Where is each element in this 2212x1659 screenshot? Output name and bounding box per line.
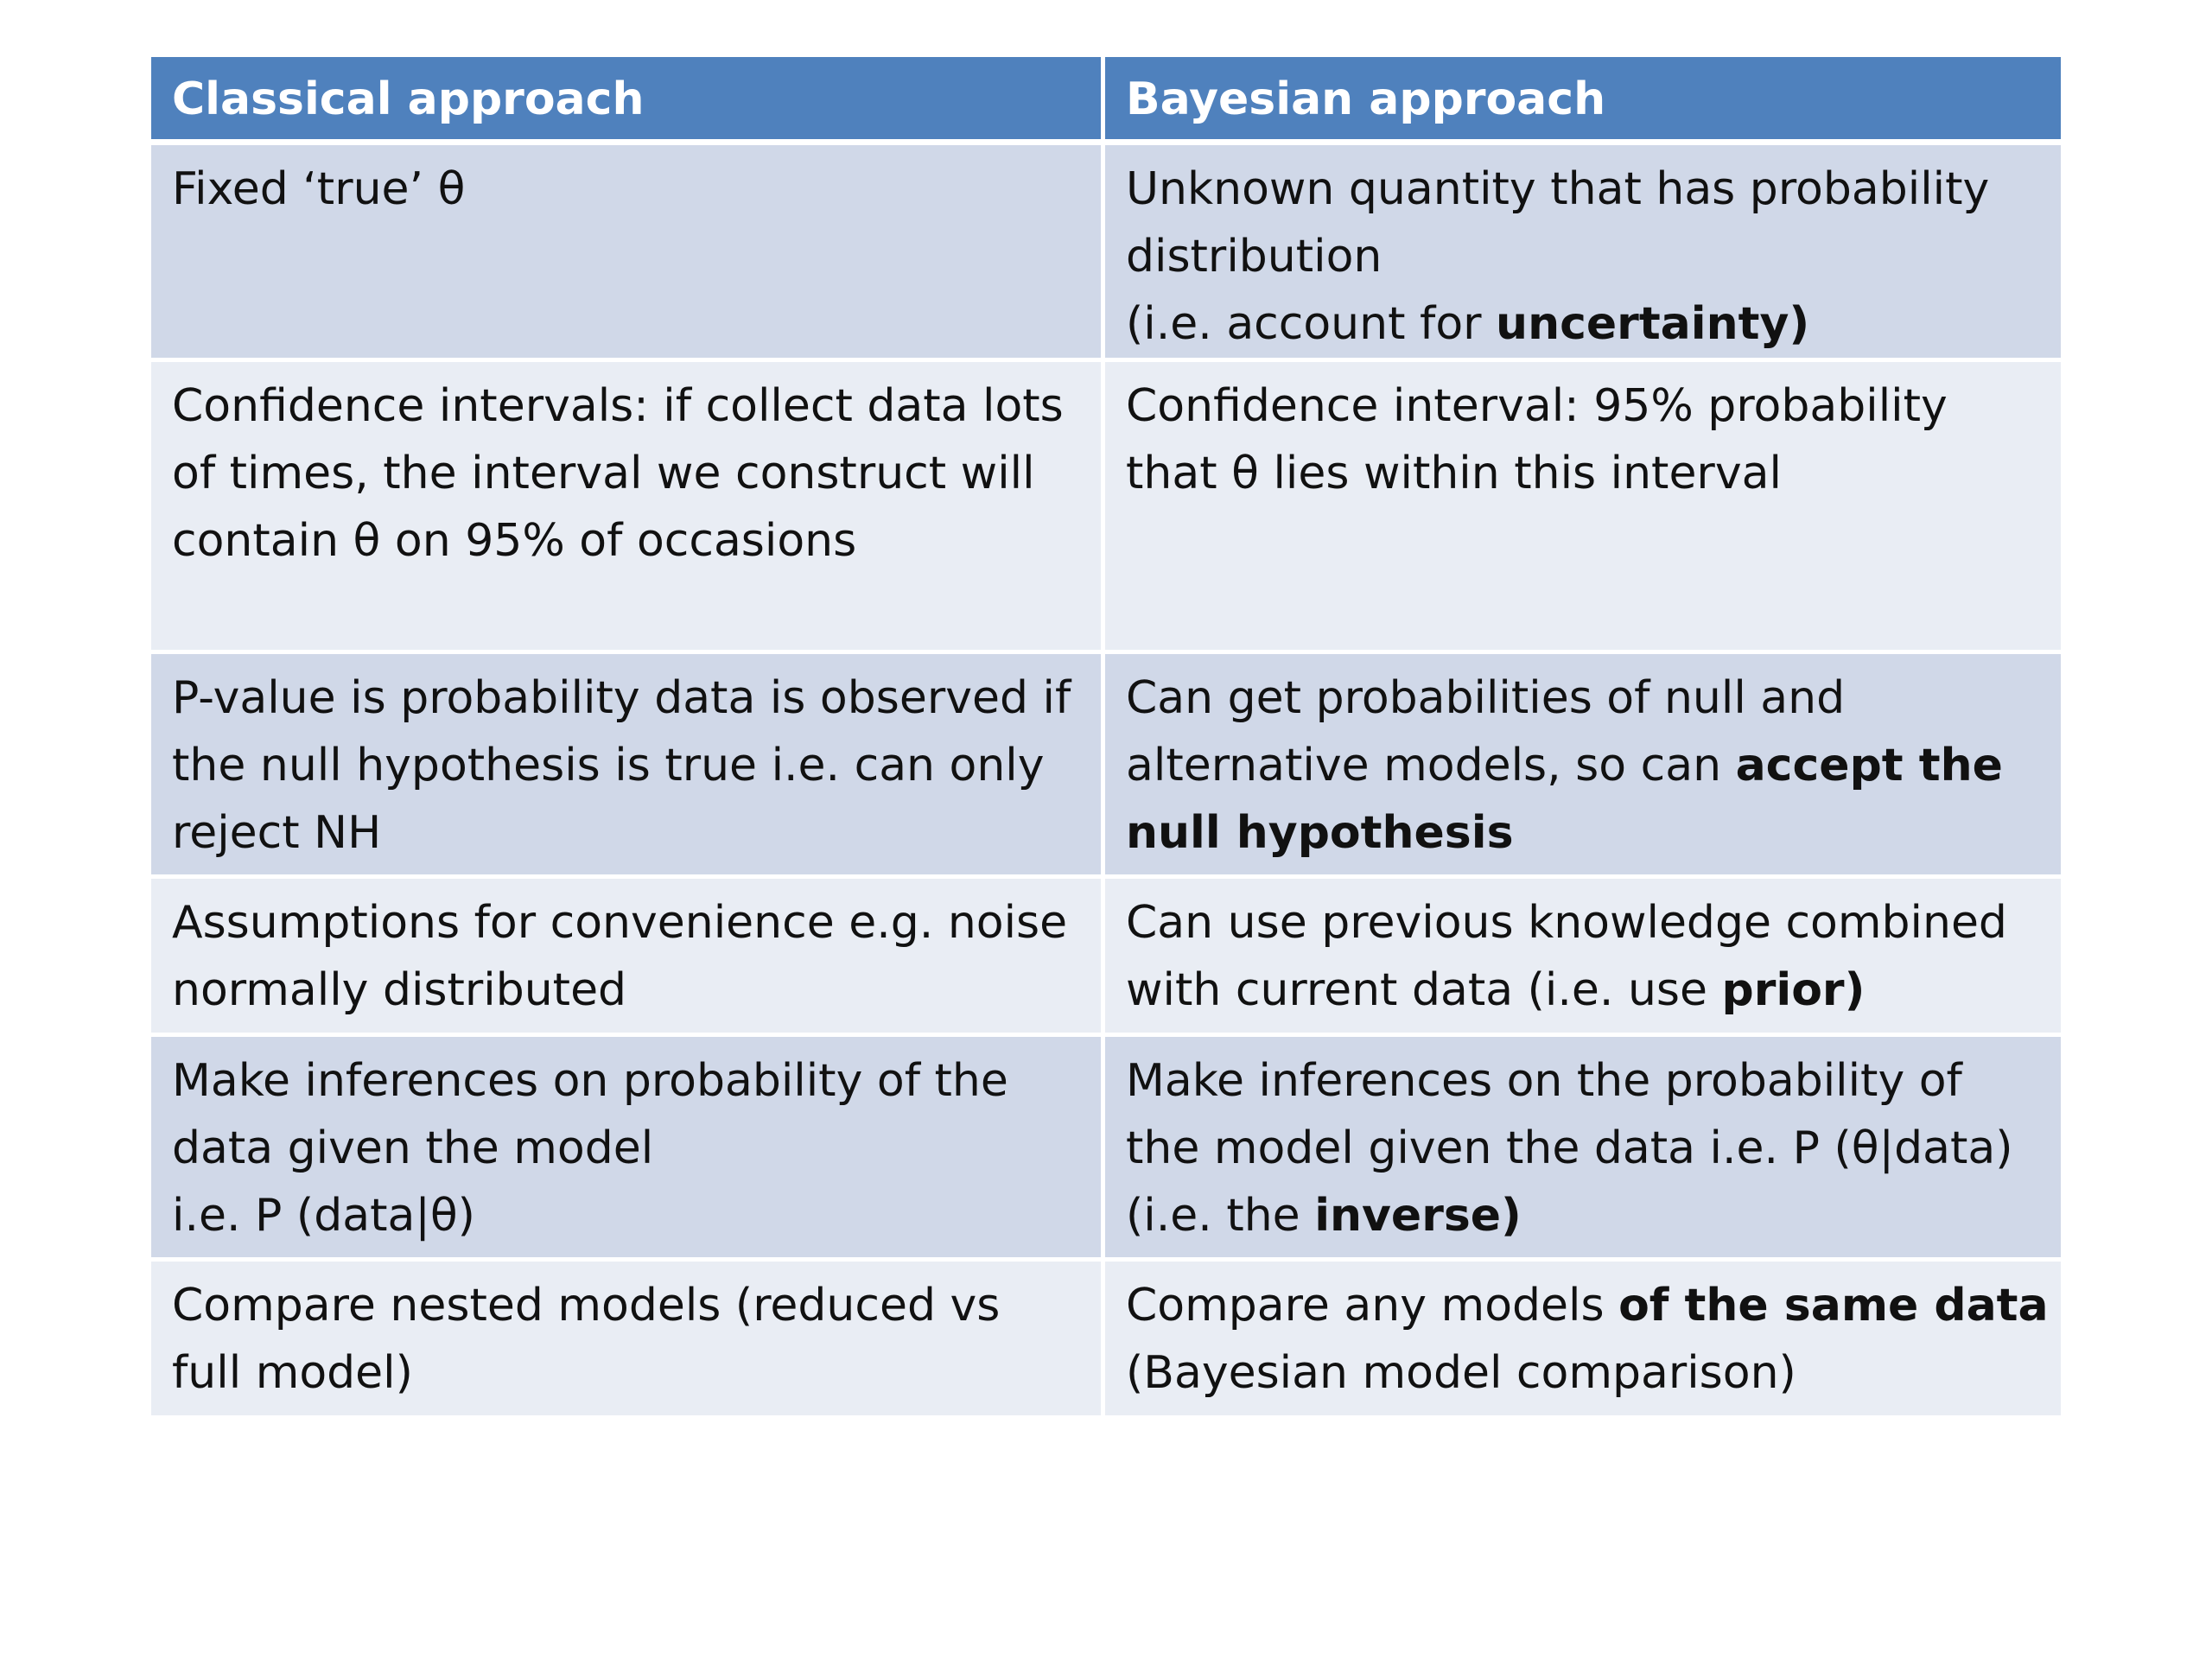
cell-line: P-value is probability data is observed if bbox=[172, 672, 1071, 724]
plain-text: Compare any models bbox=[1126, 1280, 1619, 1332]
cell-line: (Bayesian model comparison) bbox=[1126, 1347, 1796, 1399]
bold-text: of the same data bbox=[1618, 1280, 2049, 1332]
table-row bbox=[151, 145, 2061, 362]
cell-line: contain θ on 95% of occasions bbox=[172, 515, 857, 567]
cell-line: i.e. P (data|θ) bbox=[172, 1190, 475, 1242]
plain-text: alternative models, so can bbox=[1126, 740, 1736, 791]
plain-text: (i.e. the bbox=[1126, 1190, 1315, 1242]
header-classical: Classical approach bbox=[151, 57, 1105, 145]
cell-line bbox=[1126, 290, 2040, 358]
bayesian-cell bbox=[1105, 879, 2061, 1037]
cell-line: of times, the interval we construct will bbox=[172, 448, 1035, 499]
cell-line: Confidence intervals: if collect data lots bbox=[172, 380, 1064, 432]
cell-line bbox=[1126, 799, 2040, 867]
classical-cell bbox=[151, 879, 1105, 1037]
cell-line: Can get probabilities of null and bbox=[1126, 672, 1846, 724]
bold-text: null hypothesis bbox=[1126, 807, 1514, 859]
cell-line: Unknown quantity that has probability bbox=[1126, 163, 1990, 215]
cell-line: Make inferences on probability of the bbox=[172, 1055, 1008, 1107]
bold-text: uncertainty) bbox=[1496, 298, 1810, 350]
bold-text: inverse) bbox=[1314, 1190, 1522, 1242]
cell-line: data given the model bbox=[172, 1122, 654, 1174]
table-row bbox=[151, 879, 2061, 1037]
classical-cell bbox=[151, 1037, 1105, 1262]
bayesian-cell bbox=[1105, 1262, 2061, 1415]
comparison-table bbox=[151, 57, 2061, 1415]
cell-line: Assumptions for convenience e.g. noise bbox=[172, 897, 1068, 949]
cell-line bbox=[1126, 1272, 2049, 1339]
bayesian-cell bbox=[1105, 145, 2061, 362]
table-row bbox=[151, 1262, 2061, 1415]
cell-line bbox=[1126, 1182, 2040, 1249]
header-row bbox=[151, 57, 2061, 145]
classical-cell bbox=[151, 362, 1105, 654]
cell-line: Make inferences on the probability of bbox=[1126, 1055, 1962, 1107]
cell-line: Fixed ‘true’ θ bbox=[172, 163, 466, 215]
classical-cell bbox=[151, 145, 1105, 362]
cell-line: full model) bbox=[172, 1347, 413, 1399]
cell-line: normally distributed bbox=[172, 964, 627, 1016]
classical-cell bbox=[151, 654, 1105, 879]
table-row bbox=[151, 362, 2061, 654]
cell-line: Confidence interval: 95% probability bbox=[1126, 380, 1948, 432]
plain-text: (i.e. account for bbox=[1126, 298, 1497, 350]
bold-text: accept the bbox=[1735, 740, 2003, 791]
cell-line: that θ lies within this interval bbox=[1126, 448, 1782, 499]
cell-line: the null hypothesis is true i.e. can only bbox=[172, 740, 1045, 791]
bayesian-cell bbox=[1105, 362, 2061, 654]
cell-line: Compare nested models (reduced vs bbox=[172, 1280, 1001, 1332]
cell-line bbox=[1126, 957, 2040, 1024]
cell-line: reject NH bbox=[172, 807, 382, 859]
table-row bbox=[151, 1037, 2061, 1262]
cell-line: distribution bbox=[1126, 231, 1382, 283]
bold-text: prior) bbox=[1721, 964, 1866, 1016]
header-bayesian: Bayesian approach bbox=[1105, 57, 2061, 145]
cell-line bbox=[1126, 732, 2040, 799]
bayesian-cell bbox=[1105, 654, 2061, 879]
cell-line: the model given the data i.e. P (θ|data) bbox=[1126, 1122, 2013, 1174]
cell-line: Can use previous knowledge combined bbox=[1126, 897, 2007, 949]
table-row bbox=[151, 654, 2061, 879]
plain-text: with current data (i.e. use bbox=[1126, 964, 1722, 1016]
bayesian-cell bbox=[1105, 1037, 2061, 1262]
classical-cell bbox=[151, 1262, 1105, 1415]
